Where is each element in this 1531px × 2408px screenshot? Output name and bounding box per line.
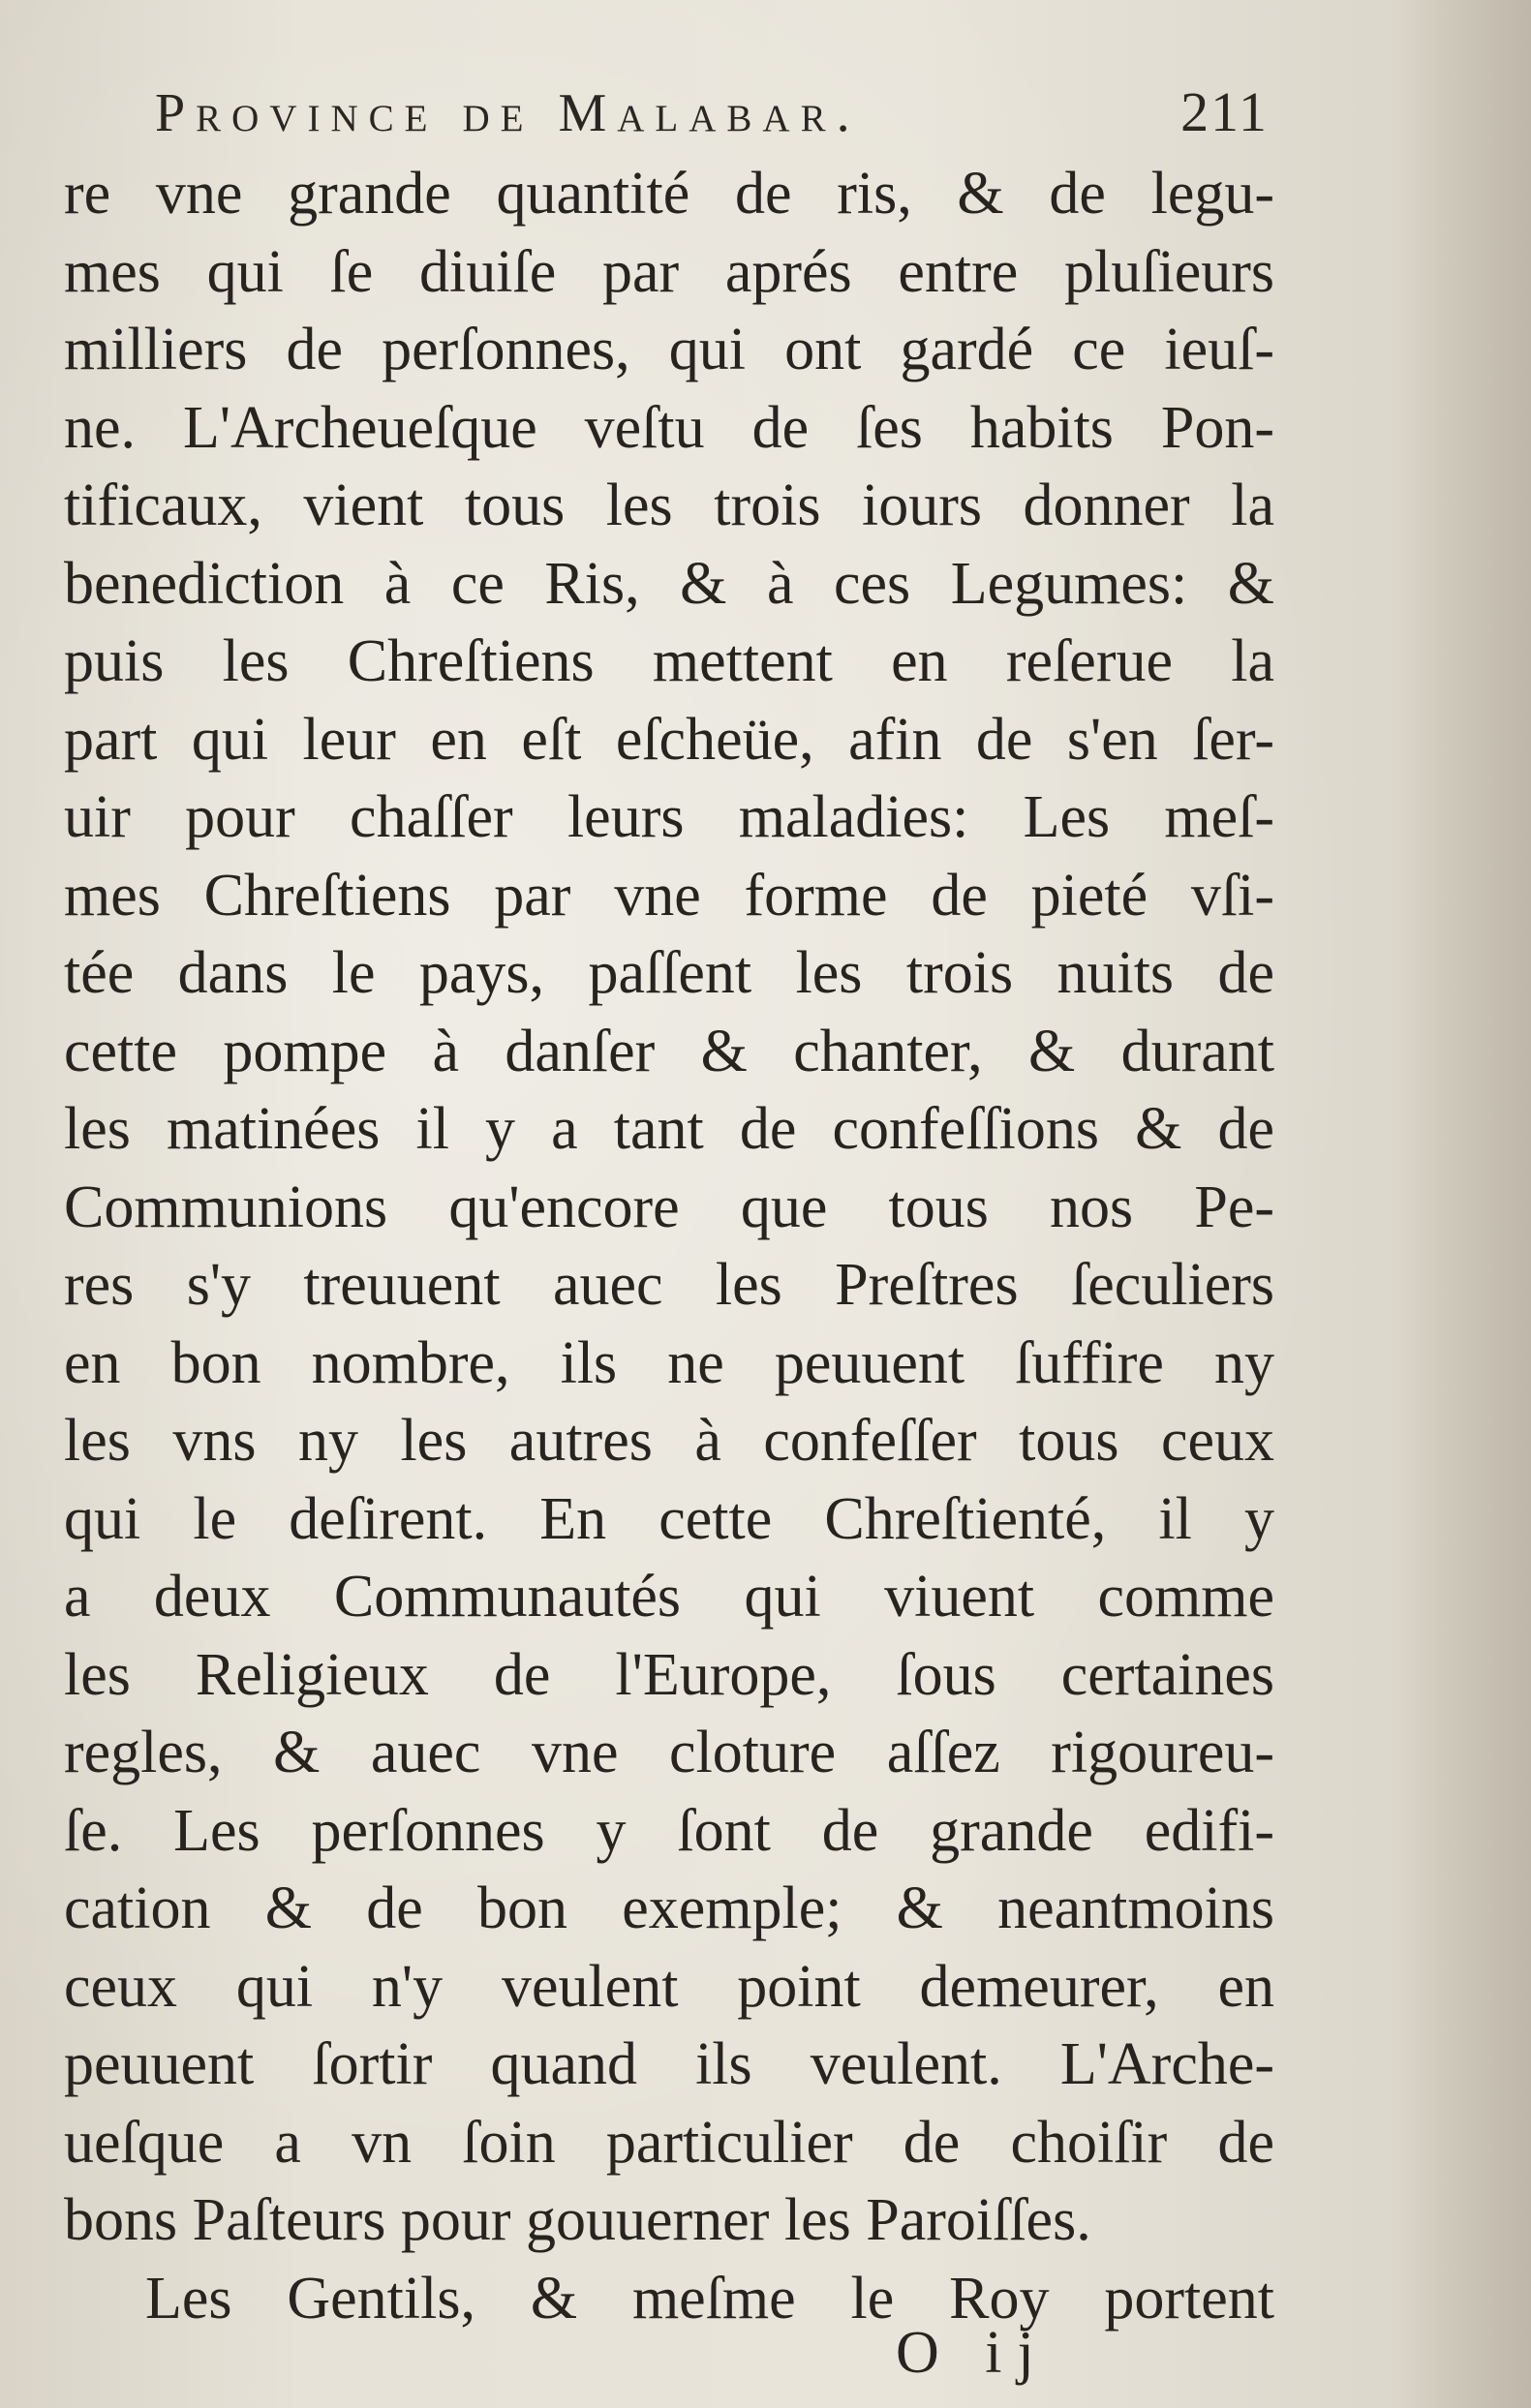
running-head-title: Province de Malabar.: [155, 83, 861, 143]
text-line: cation & de bon exemple; & neantmoins: [64, 1875, 1274, 1941]
text-line: a deux Communautés qui viuent comme: [64, 1564, 1274, 1630]
text-line: qui le deſirent. En cette Chreſtienté, il y: [64, 1485, 1274, 1552]
text-line-paragraph-start: Les Gentils, & meſme le Roy portent: [145, 2265, 1274, 2332]
text-line: ceux qui n'y veulent point demeurer, en: [64, 1953, 1274, 2020]
text-line: peuuent ſortir quand ils veulent. L'Arche-: [64, 2031, 1274, 2097]
page-edge-shadow: [1395, 0, 1531, 2408]
text-line: puis les Chreſtiens mettent en reſerue la: [64, 628, 1274, 694]
text-line: les vns ny les autres à confeſſer tous ceux: [64, 1408, 1274, 1474]
page-number: 211: [1180, 80, 1269, 143]
text-line: ueſque a vn ſoin particulier de choiſir de: [64, 2109, 1274, 2176]
text-line: mes qui ſe diuiſe par aprés entre pluſieurs: [64, 238, 1274, 305]
text-line: ne. L'Archeueſque veſtu de ſes habits Pon-: [64, 394, 1274, 461]
text-line: regles, & auec vne cloture aſſez rigoureu-: [64, 1720, 1274, 1785]
text-line: les matinées il y a tant de confeſſions & de: [64, 1096, 1274, 1162]
text-line: tificaux, vient tous les trois iours donner la: [64, 472, 1274, 538]
text-line: tée dans le pays, paſſent les trois nuits de: [64, 940, 1274, 1006]
text-line: ſe. Les perſonnes y ſont de grande edifi-: [64, 1797, 1274, 1864]
text-line: res s'y treuuent auec les Preſtres ſeculiers: [64, 1252, 1274, 1318]
text-line: Communions qu'encore que tous nos Pe-: [64, 1174, 1274, 1240]
text-line: part qui leur en eſt eſcheüe, afin de s'en ſer-: [64, 706, 1274, 773]
text-line: bons Paſteurs pour gouuerner les Paroiſſes.: [64, 2187, 1091, 2253]
text-line: re vne grande quantité de ris, & de legu-: [64, 161, 1274, 227]
body-text: [64, 155, 1274, 2337]
text-line: cette pompe à danſer & chanter, & durant: [64, 1018, 1274, 1084]
signature-mark: O ij: [896, 2320, 1050, 2386]
text-line: benediction à ce Ris, & à ces Legumes: &: [64, 550, 1274, 617]
text-line: en bon nombre, ils ne peuuent ſuffire ny: [64, 1329, 1274, 1396]
running-head: [155, 79, 1269, 157]
text-line: les Religieux de l'Europe, ſous certaines: [64, 1641, 1274, 1708]
text-line: milliers de perſonnes, qui ont gardé ce ieuſ-: [64, 317, 1274, 382]
text-line: uir pour chaſſer leurs maladies: Les meſ-: [64, 784, 1274, 850]
text-line: mes Chreſtiens par vne forme de pieté vſi-: [64, 862, 1274, 929]
